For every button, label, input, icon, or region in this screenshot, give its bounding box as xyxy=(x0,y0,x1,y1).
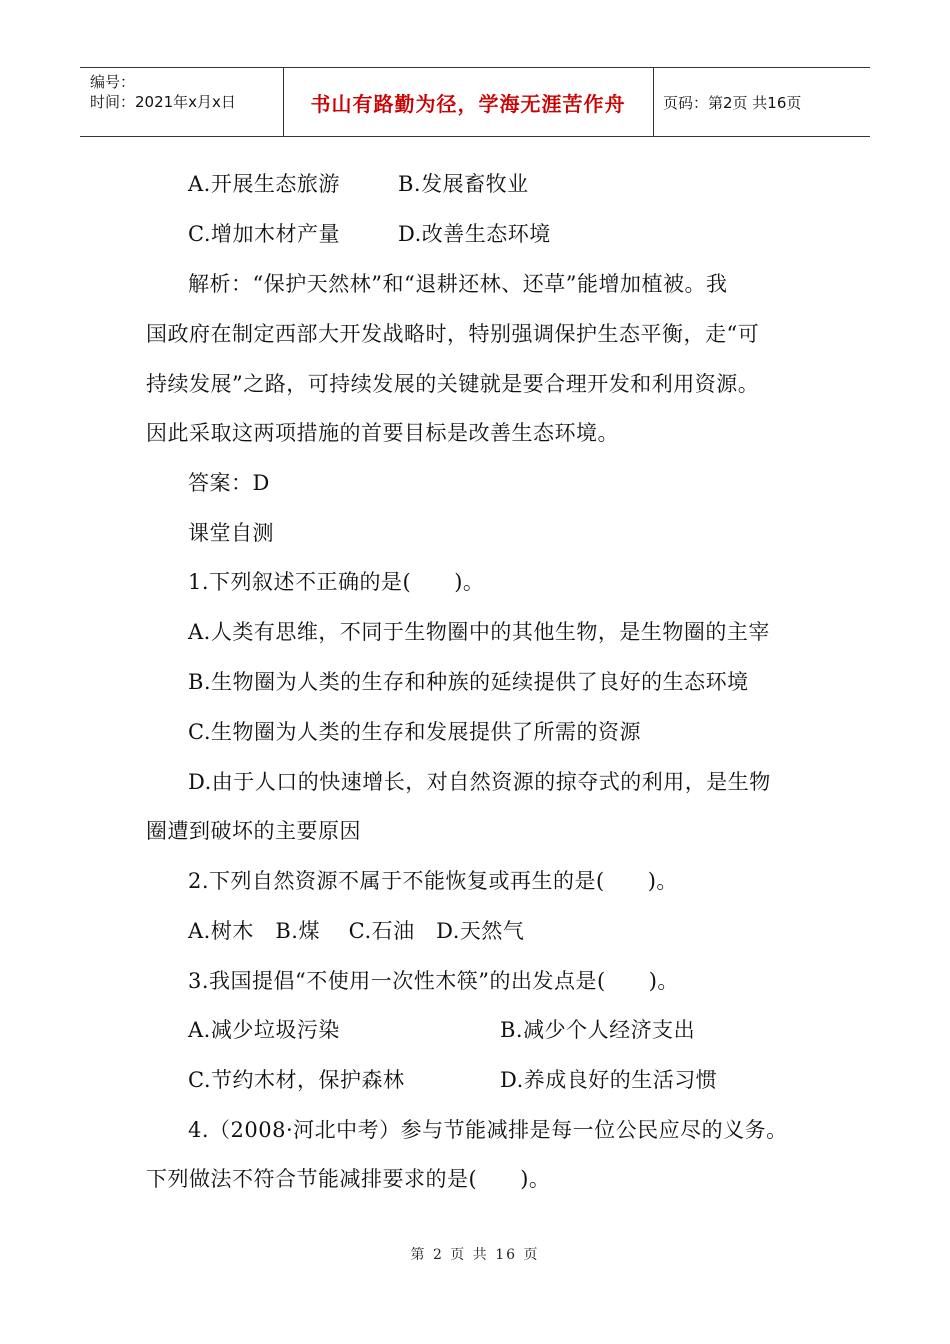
question-3-option-b: B.减少个人经济支出 xyxy=(500,1018,696,1042)
page-footer: 第 2 页 共 16 页 xyxy=(410,1247,540,1263)
question-3-option-c: C.节约木材，保护森林 xyxy=(188,1068,405,1092)
question-2-options: A.树木 B.煤 C.石油 D.天然气 xyxy=(188,919,525,943)
question-3-stem: 3.我国提倡“不使用一次性木筷”的出发点是( )。 xyxy=(188,969,679,993)
analysis-line: 国政府在制定西部大开发战略时，特别强调保护生态平衡，走“可 xyxy=(146,322,760,346)
analysis-line: 因此采取这两项措施的首要目标是改善生态环境。 xyxy=(146,421,619,445)
question-1-option-d: D.由于人口的快速增长，对自然资源的掠夺式的利用，是生物 xyxy=(188,770,771,794)
question-4-stem-cont: 下列做法不符合节能减排要求的是( )。 xyxy=(146,1167,551,1191)
document-number-label: 编号： xyxy=(90,73,136,91)
question-3-option-a: A.减少垃圾污染 xyxy=(188,1018,340,1042)
section-title: 课堂自测 xyxy=(188,521,274,545)
header-page-number: 页码：第2页 共16页 xyxy=(663,93,802,112)
analysis-line: 持续发展”之路，可持续发展的关键就是要合理开发和利用资源。 xyxy=(146,372,760,396)
document-date-label: 时间：2021年x月x日 xyxy=(90,93,236,111)
question-1-option-b: B.生物圈为人类的生存和种族的延续提供了良好的生态环境 xyxy=(188,670,749,694)
question-1-option-d-cont: 圈遭到破坏的主要原因 xyxy=(146,819,361,843)
answer-text: 答案：D xyxy=(188,471,270,495)
header-motto: 书山有路勤为径，学海无涯苦作舟 xyxy=(310,91,626,116)
header-divider xyxy=(653,68,654,136)
question-1-stem: 1.下列叙述不正确的是( )。 xyxy=(188,570,485,594)
question-3-option-d: D.养成良好的生活习惯 xyxy=(500,1068,718,1092)
question-4-stem: 4.（2008·河北中考）参与节能减排是每一位公民应尽的义务。 xyxy=(188,1118,788,1142)
header-meta xyxy=(90,72,280,112)
option-c: C.增加木材产量 xyxy=(188,222,340,246)
option-b: B.发展畜牧业 xyxy=(398,172,529,196)
question-1-option-c: C.生物圈为人类的生存和发展提供了所需的资源 xyxy=(188,720,641,744)
option-d: D.改善生态环境 xyxy=(398,222,551,246)
question-2-stem: 2.下列自然资源不属于不能恢复或再生的是( )。 xyxy=(188,869,678,893)
analysis-line: 解析：“保护天然林”和“退耕还林、还草”能增加植被。我 xyxy=(188,272,728,296)
page-header xyxy=(80,67,870,137)
question-1-option-a: A.人类有思维，不同于生物圈中的其他生物，是生物圈的主宰 xyxy=(188,620,770,644)
option-a: A.开展生态旅游 xyxy=(188,172,340,196)
